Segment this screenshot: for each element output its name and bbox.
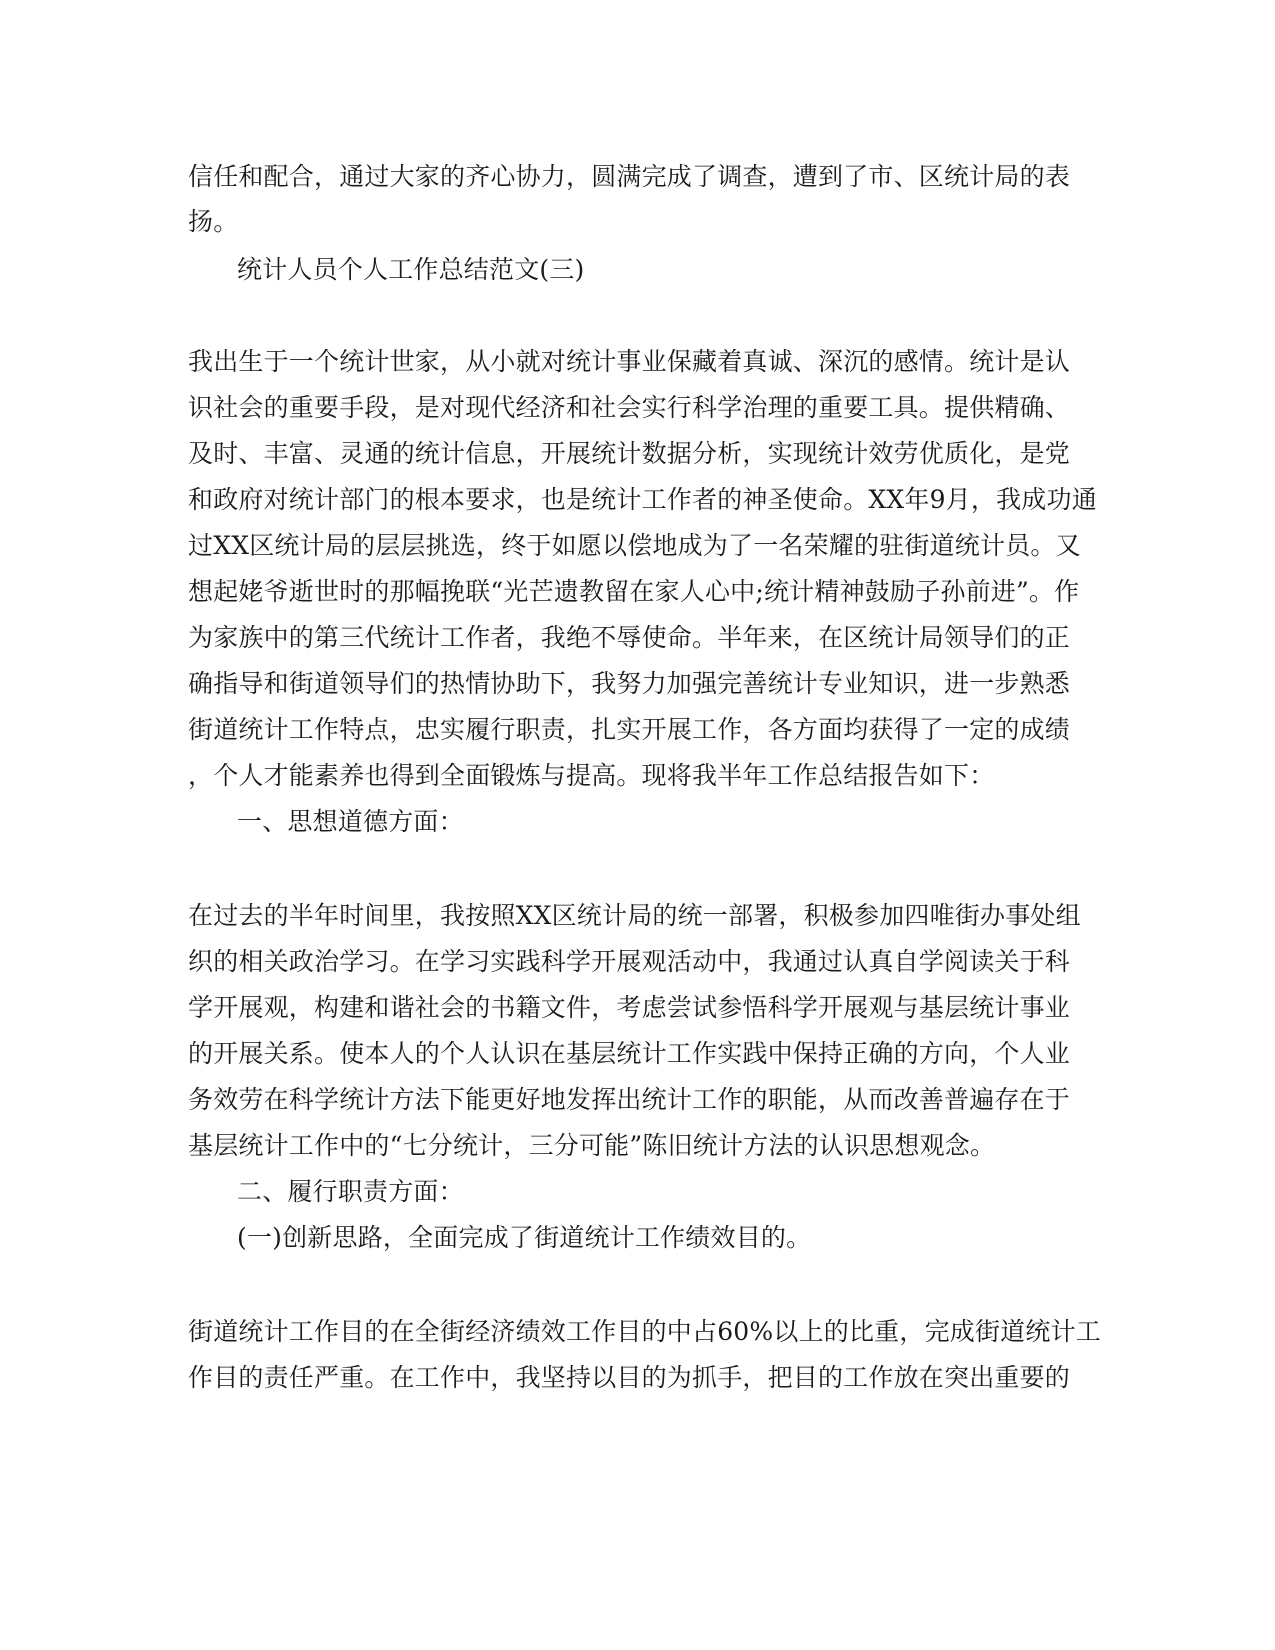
body-text-line: 基层统计工作中的“七分统计，三分可能”陈旧统计方法的认识思想观念。 [188, 1131, 996, 1160]
body-text-line: 学开展观，构建和谐社会的书籍文件，考虑尝试参悟科学开展观与基层统计事业 [188, 993, 1071, 1022]
section-title: 统计人员个人工作总结范文(三) [237, 255, 585, 284]
body-text-line: ，个人才能素养也得到全面锻炼与提高。现将我半年工作总结报告如下： [188, 761, 995, 790]
body-text-line: 扬。 [188, 207, 239, 236]
body-text-line: 我出生于一个统计世家，从小就对统计事业保藏着真诚、深沉的感情。统计是认 [188, 347, 1071, 376]
body-text-line: 街道统计工作目的在全街经济绩效工作目的中占60%以上的比重，完成街道统计工 [188, 1317, 1101, 1346]
body-text-line: 和政府对统计部门的根本要求，也是统计工作者的神圣使命。XX年9月，我成功通 [188, 485, 1097, 514]
body-text-line: 作目的责任严重。在工作中，我坚持以目的为抓手，把目的工作放在突出重要的 [188, 1363, 1071, 1392]
body-text-line: 及时、丰富、灵通的统计信息，开展统计数据分析，实现统计效劳优质化，是党 [188, 439, 1071, 468]
body-text-line: 信任和配合，通过大家的齐心协力，圆满完成了调查，遭到了市、区统计局的表 [188, 162, 1071, 191]
body-text-line: 街道统计工作特点，忠实履行职责，扎实开展工作，各方面均获得了一定的成绩 [188, 715, 1071, 744]
body-text-line: 为家族中的第三代统计工作者，我绝不辱使命。半年来，在区统计局领导们的正 [188, 623, 1071, 652]
body-text-line: 想起姥爷逝世时的那幅挽联“光芒遗教留在家人心中;统计精神鼓励子孙前进”。作 [188, 577, 1080, 606]
section-heading: 一、思想道德方面： [237, 807, 464, 836]
body-text-line: 确指导和街道领导们的热情协助下，我努力加强完善统计专业知识，进一步熟悉 [188, 669, 1071, 698]
body-text-line: 识社会的重要手段，是对现代经济和社会实行科学治理的重要工具。提供精确、 [188, 393, 1071, 422]
body-text-line: 务效劳在科学统计方法下能更好地发挥出统计工作的职能，从而改善普遍存在于 [188, 1085, 1071, 1114]
subsection-heading: (一)创新思路，全面完成了街道统计工作绩效目的。 [237, 1223, 812, 1252]
section-heading: 二、履行职责方面： [237, 1177, 464, 1206]
body-text-line: 织的相关政治学习。在学习实践科学开展观活动中，我通过认真自学阅读关于科 [188, 947, 1071, 976]
body-text-line: 的开展关系。使本人的个人认识在基层统计工作实践中保持正确的方向，个人业 [188, 1039, 1071, 1068]
body-text-line: 过XX区统计局的层层挑选，终于如愿以偿地成为了一名荣耀的驻街道统计员。又 [188, 531, 1081, 560]
body-text-line: 在过去的半年时间里，我按照XX区统计局的统一部署，积极参加四唯街办事处组 [188, 901, 1081, 930]
